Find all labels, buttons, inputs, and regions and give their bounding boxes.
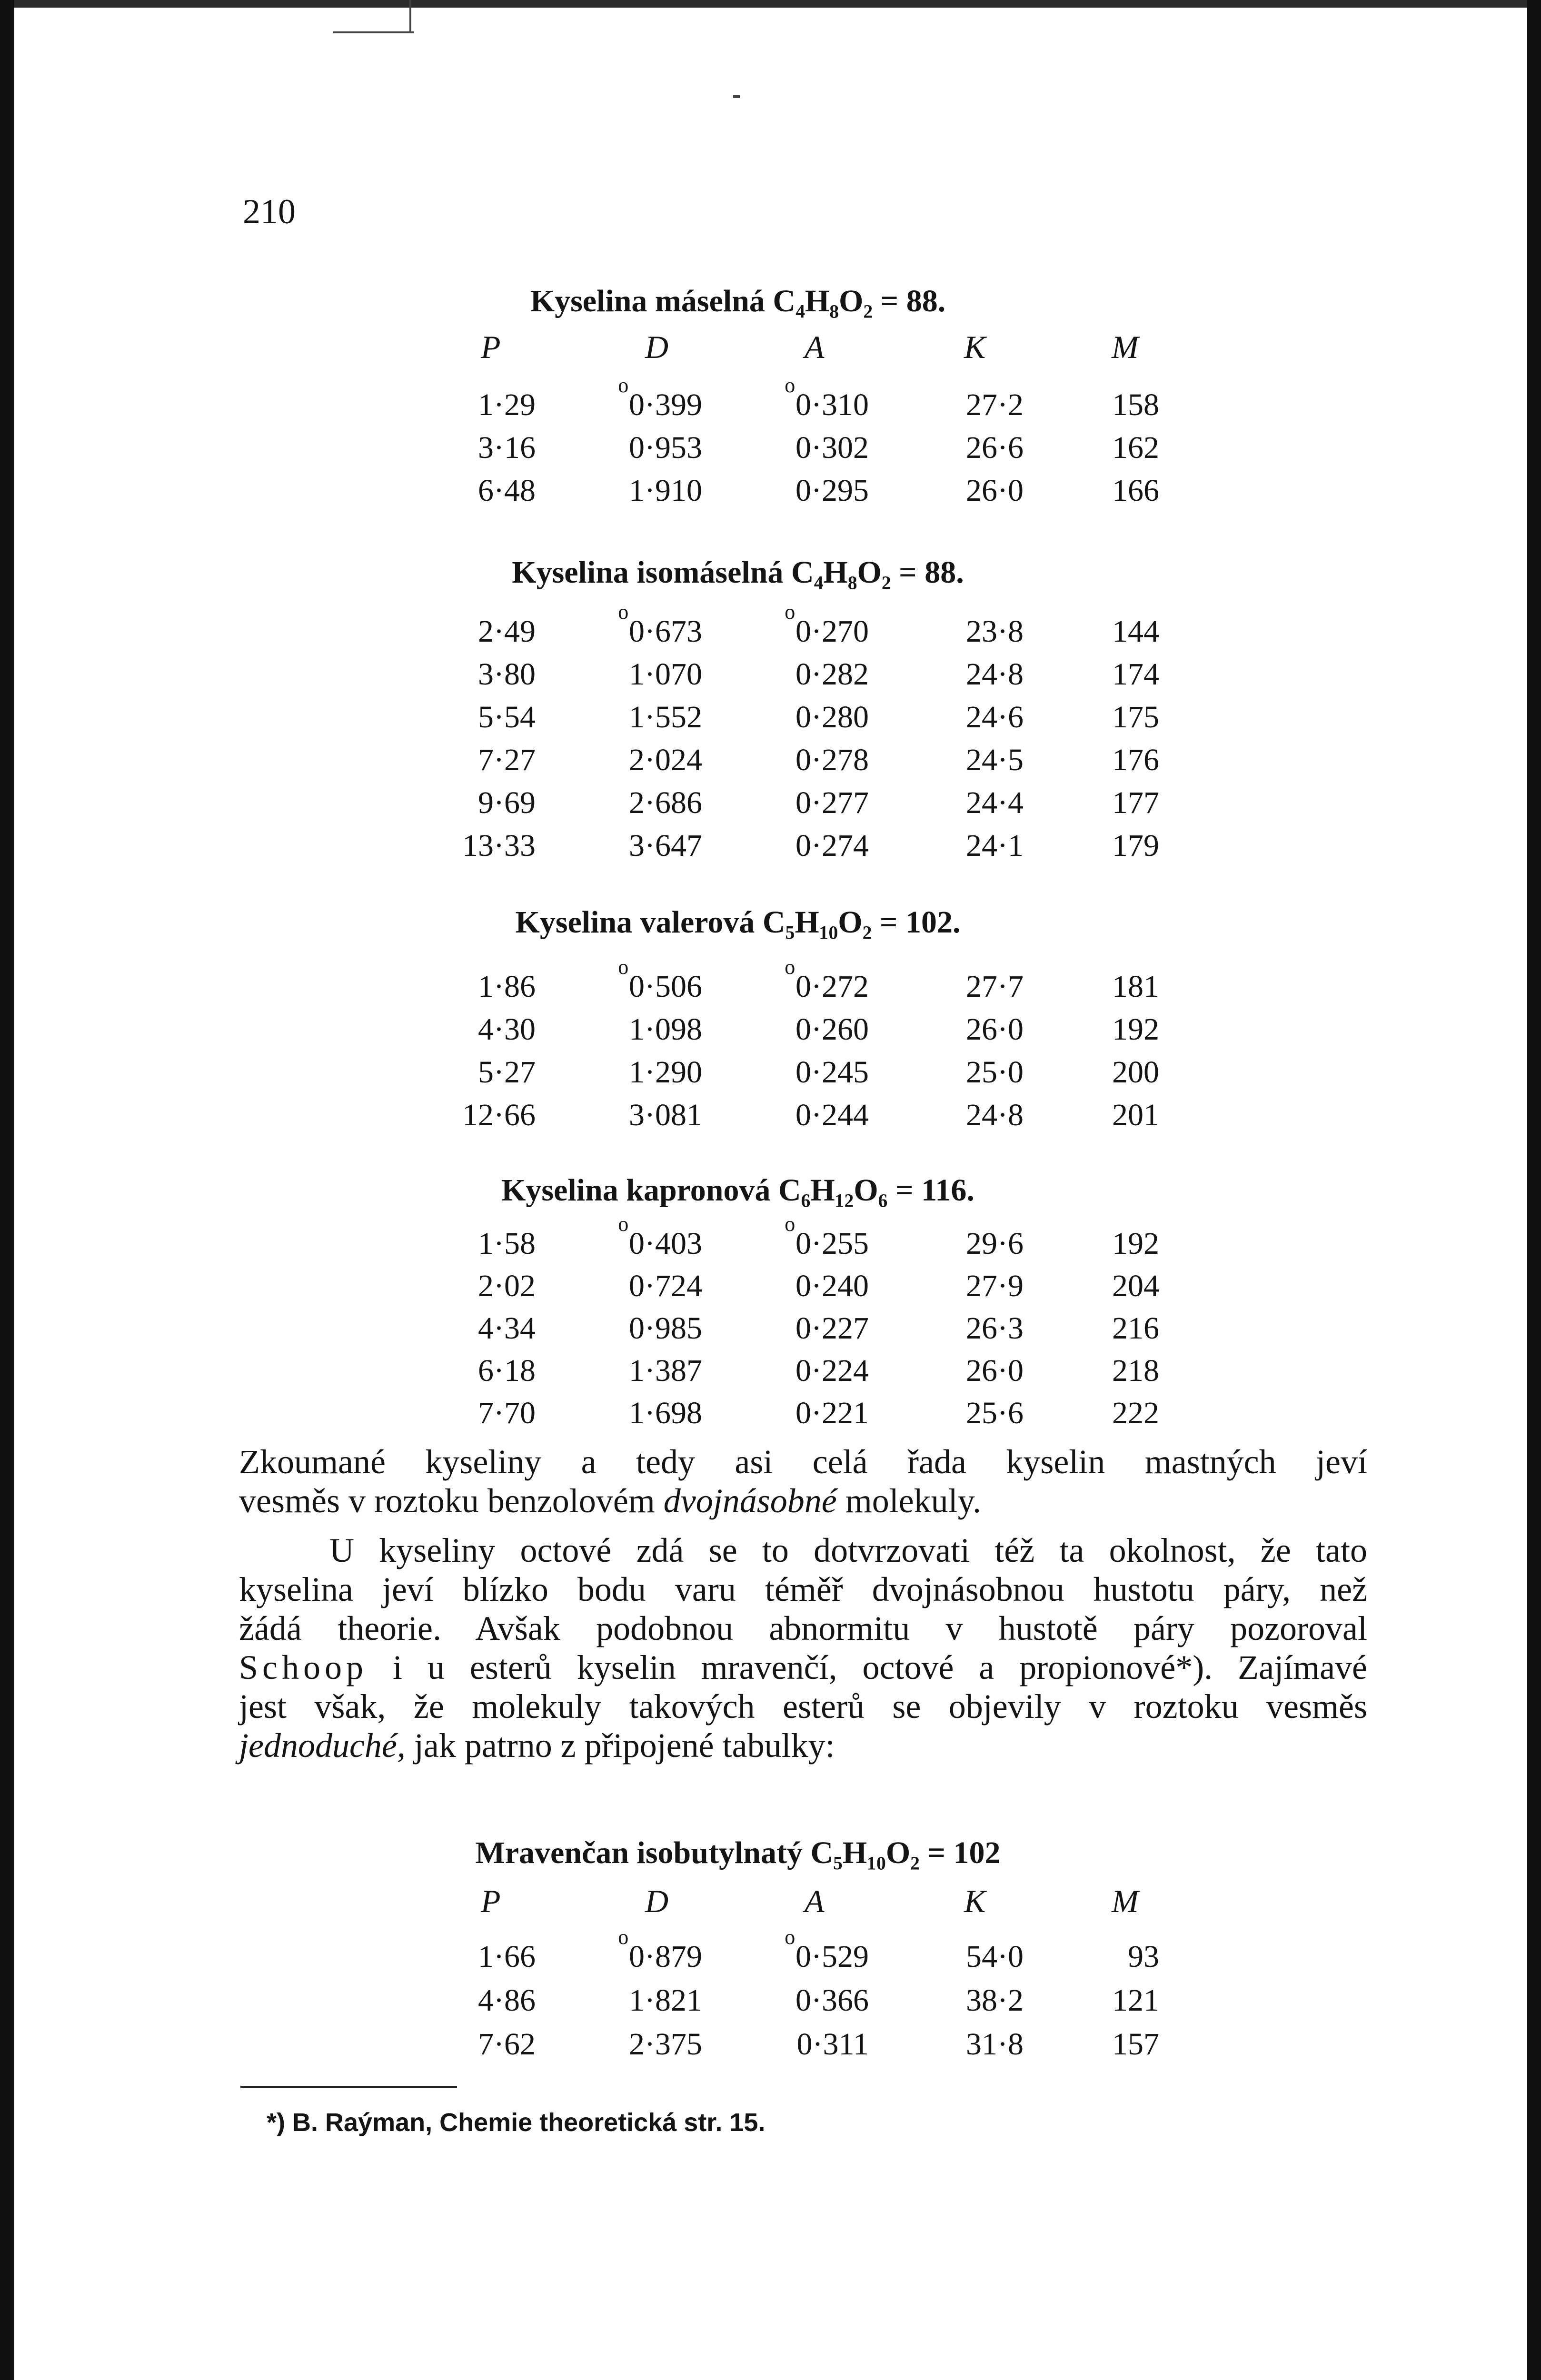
- table-cell: [412, 1985, 536, 2016]
- degree-ring-mark: o: [618, 1212, 629, 1236]
- cell-value: 177: [1112, 785, 1159, 820]
- table-cell: [578, 1057, 702, 1088]
- table-cell: [1035, 1985, 1159, 2016]
- cell-value: 12·66: [462, 1098, 536, 1132]
- table-cell: [1035, 432, 1159, 464]
- table-cell: [900, 702, 1024, 733]
- cell-value: 144: [1112, 614, 1159, 649]
- table-cell: [578, 1398, 702, 1429]
- table-cell: [745, 830, 869, 862]
- scan-artifact: [333, 31, 414, 33]
- table-cell: [745, 702, 869, 733]
- cell-value: 31·8: [966, 2027, 1024, 2062]
- table-cell: [745, 475, 869, 506]
- cell-value: 192: [1112, 1226, 1159, 1261]
- table-cell: [745, 2029, 869, 2060]
- table-cell: [412, 1398, 536, 1429]
- table-cell: [412, 1313, 536, 1344]
- table-cell: [745, 659, 869, 690]
- table-cell: [578, 659, 702, 690]
- table-cell: [745, 600, 869, 649]
- degree-ring-mark: o: [618, 374, 629, 397]
- degree-ring-mark: o: [618, 1925, 629, 1949]
- paragraph-line: Zkoumané kyseliny a tedy asi celá řada kyselin mastných jeví: [239, 1443, 1367, 1481]
- cell-value: 0·310: [795, 387, 869, 422]
- paragraph-line: [239, 1648, 1367, 1687]
- cell-value: 4·30: [478, 1012, 536, 1047]
- table-cell: [900, 659, 1024, 690]
- table-cell: [1035, 1355, 1159, 1387]
- table-cell: [745, 1398, 869, 1429]
- cell-value: 29·6: [966, 1226, 1024, 1261]
- text-run: molekuly.: [845, 1482, 982, 1520]
- scan-artifact: [733, 95, 740, 98]
- table-cell: [578, 1270, 702, 1302]
- cell-value: 121: [1112, 1983, 1159, 2018]
- table-cell: [745, 1985, 869, 2016]
- table-cell: [578, 2029, 702, 2060]
- cell-value: 7·70: [478, 1396, 536, 1430]
- author-name: Schoop: [239, 1648, 368, 1686]
- table-cell: [412, 659, 536, 690]
- cell-value: 1·66: [478, 1939, 536, 1974]
- paragraph-2: [239, 1531, 1367, 1765]
- table-cell: [412, 1941, 536, 1973]
- table-cell: [578, 1925, 702, 1974]
- cell-value: 0·879: [629, 1939, 702, 1974]
- cell-value: 2·49: [478, 614, 536, 649]
- cell-value: 24·1: [966, 828, 1024, 863]
- table-cell: [412, 1228, 536, 1259]
- cell-value: 1·387: [629, 1353, 702, 1388]
- cell-value: 2·686: [629, 785, 702, 820]
- table-cell: [900, 1985, 1024, 2016]
- scan-border-top: [0, 0, 1541, 8]
- table-cell: [900, 1228, 1024, 1259]
- table-cell: [578, 744, 702, 776]
- table-cell: [1035, 1057, 1159, 1088]
- text-run: vesměs v roztoku benzolovém: [239, 1482, 655, 1520]
- table-cell: [578, 1985, 702, 2016]
- column-header: M: [1112, 1883, 1139, 1919]
- table-cell: [1035, 1014, 1159, 1045]
- column-header: M: [1112, 329, 1139, 365]
- table-cell: [900, 1313, 1024, 1344]
- table-cell: [745, 1355, 869, 1387]
- table-cell: [412, 1100, 536, 1131]
- cell-value: 204: [1112, 1269, 1159, 1303]
- table-cell: [1035, 971, 1159, 1002]
- table-cell: [412, 475, 536, 506]
- table-cell: [745, 1100, 869, 1131]
- paragraph-line: U kyseliny octové zdá se to dotvrzovati též ta okolnost, že tato: [329, 1531, 1367, 1569]
- table-cell: [745, 1212, 869, 1261]
- scan-artifact: [409, 0, 411, 33]
- scan-border-right: [1527, 0, 1541, 2380]
- table-cell: [578, 702, 702, 733]
- table-cell: [1035, 830, 1159, 862]
- cell-value: 192: [1112, 1012, 1159, 1047]
- cell-value: 201: [1112, 1098, 1159, 1132]
- table-cell: [578, 600, 702, 649]
- table-cell: [900, 787, 1024, 819]
- table-cell: [578, 830, 702, 862]
- table-cell: [745, 1270, 869, 1302]
- paragraph-line: jest však, že molekuly takových esterů se objevily v roztoku vesměs: [239, 1687, 1367, 1726]
- cell-value: 0·506: [629, 969, 702, 1004]
- cell-value: 200: [1112, 1055, 1159, 1090]
- cell-value: 0·260: [795, 1012, 869, 1047]
- table-cell: [900, 1100, 1024, 1131]
- degree-ring-mark: o: [785, 1212, 795, 1236]
- table-cell: [412, 830, 536, 862]
- table-cell: [1035, 1228, 1159, 1259]
- cell-value: 1·821: [629, 1983, 702, 2018]
- table-cell: [412, 389, 536, 421]
- cell-value: 1·29: [478, 387, 536, 422]
- cell-value: 179: [1112, 828, 1159, 863]
- cell-value: 27·2: [966, 387, 1024, 422]
- table-cell: [900, 389, 1024, 421]
- table-cell: [900, 1014, 1024, 1045]
- cell-value: 158: [1112, 387, 1159, 422]
- table-cell: [900, 1398, 1024, 1429]
- table-cell: [412, 1014, 536, 1045]
- table-cell: [900, 1941, 1024, 1973]
- cell-value: 7·62: [478, 2027, 536, 2062]
- table-cell: [1035, 1313, 1159, 1344]
- table-cell: [900, 830, 1024, 862]
- cell-value: 27·9: [966, 1269, 1024, 1303]
- cell-value: 23·8: [966, 614, 1024, 649]
- cell-value: 1·070: [629, 657, 702, 692]
- table-cell: [412, 616, 536, 647]
- cell-value: 3·16: [478, 430, 536, 465]
- cell-value: 0·227: [795, 1311, 869, 1346]
- cell-value: 25·0: [966, 1055, 1024, 1090]
- cell-value: 0·953: [629, 430, 702, 465]
- paragraph-line: [239, 1726, 1367, 1765]
- cell-value: 0·278: [795, 743, 869, 777]
- cell-value: 1·698: [629, 1396, 702, 1430]
- table-cell: [412, 971, 536, 1002]
- degree-ring-mark: o: [618, 955, 629, 979]
- cell-value: 0·399: [629, 387, 702, 422]
- cell-value: 0·280: [795, 700, 869, 734]
- cell-value: 1·86: [478, 969, 536, 1004]
- table-cell: [1035, 702, 1159, 733]
- cell-value: 222: [1112, 1396, 1159, 1430]
- table-cell: [745, 1014, 869, 1045]
- cell-value: 0·295: [795, 473, 869, 508]
- column-header: P: [481, 1883, 501, 1919]
- footnote: *) B. Raýman, Chemie theoretická str. 15.: [267, 2108, 766, 2137]
- cell-value: 0·311: [796, 2027, 869, 2062]
- table-cell: [1035, 1100, 1159, 1131]
- cell-value: 0·724: [629, 1269, 702, 1303]
- cell-value: 0·240: [795, 1269, 869, 1303]
- table-cell: [900, 432, 1024, 464]
- cell-value: 2·375: [629, 2027, 702, 2062]
- emphasis: dvojnásobné: [663, 1482, 837, 1520]
- table-cell: [745, 787, 869, 819]
- cell-value: 24·5: [966, 743, 1024, 777]
- table-cell: [745, 432, 869, 464]
- table-cell: [1035, 1270, 1159, 1302]
- cell-value: 4·34: [478, 1311, 536, 1346]
- cell-value: 0·529: [795, 1939, 869, 1974]
- paragraph-line: žádá theorie. Avšak podobnou abnormitu v hustotě páry pozoroval: [239, 1609, 1367, 1647]
- table-cell: [412, 1057, 536, 1088]
- cell-value: 3·80: [478, 657, 536, 692]
- degree-ring-mark: o: [785, 1925, 795, 1949]
- cell-value: 54·0: [966, 1939, 1024, 1974]
- column-header: D: [645, 329, 669, 365]
- cell-value: 7·27: [478, 743, 536, 777]
- page-number: 210: [243, 192, 296, 231]
- table-cell: [1035, 787, 1159, 819]
- cell-value: 26·0: [966, 473, 1024, 508]
- cell-value: 1·58: [478, 1226, 536, 1261]
- table-cell: [1035, 1941, 1159, 1973]
- table-cell: [578, 1313, 702, 1344]
- emphasis: jednoduché,: [239, 1726, 406, 1765]
- table-cell: [578, 432, 702, 464]
- table-cell: [745, 955, 869, 1004]
- table-title: Kyselina isomáselná C₄H₈O₂ = 88.: [512, 555, 964, 590]
- table-cell: [745, 1925, 869, 1974]
- cell-value: 0·270: [795, 614, 869, 649]
- table-cell: [745, 1057, 869, 1088]
- column-header: A: [805, 1883, 825, 1919]
- cell-value: 24·8: [966, 1098, 1024, 1132]
- table-cell: [745, 374, 869, 422]
- table-cell: [412, 1270, 536, 1302]
- cell-value: 26·0: [966, 1353, 1024, 1388]
- table-cell: [900, 2029, 1024, 2060]
- cell-value: 157: [1112, 2027, 1159, 2062]
- cell-value: 3·647: [629, 828, 702, 863]
- cell-value: 176: [1112, 743, 1159, 777]
- cell-value: 3·081: [629, 1098, 702, 1132]
- table-cell: [412, 744, 536, 776]
- cell-value: 175: [1112, 700, 1159, 734]
- table-cell: [412, 702, 536, 733]
- cell-value: 0·302: [795, 430, 869, 465]
- cell-value: 2·024: [629, 743, 702, 777]
- cell-value: 5·54: [478, 700, 536, 734]
- table-cell: [412, 2029, 536, 2060]
- cell-value: 5·27: [478, 1055, 536, 1090]
- table-cell: [745, 1313, 869, 1344]
- text-run: jak patrno z připojené tabulky:: [414, 1726, 835, 1765]
- cell-value: 25·6: [966, 1396, 1024, 1430]
- cell-value: 0·221: [795, 1396, 869, 1430]
- table-cell: [900, 1270, 1024, 1302]
- cell-value: 26·6: [966, 430, 1024, 465]
- table-cell: [1035, 616, 1159, 647]
- table-title: Kyselina valerová C₅H₁₀O₂ = 102.: [515, 905, 961, 940]
- table-cell: [578, 1212, 702, 1261]
- cell-value: 0·245: [795, 1055, 869, 1090]
- footnote-rule: [240, 2086, 457, 2088]
- cell-value: 0·403: [629, 1226, 702, 1261]
- cell-value: 24·4: [966, 785, 1024, 820]
- table-cell: [1035, 744, 1159, 776]
- cell-value: 6·48: [478, 473, 536, 508]
- column-header: P: [481, 329, 501, 365]
- table-cell: [900, 1057, 1024, 1088]
- table-cell: [1035, 389, 1159, 421]
- cell-value: 218: [1112, 1353, 1159, 1388]
- paragraph-line: [239, 1481, 1367, 1520]
- cell-value: 26·0: [966, 1012, 1024, 1047]
- table-cell: [578, 1100, 702, 1131]
- table-cell: [900, 616, 1024, 647]
- cell-value: 24·6: [966, 700, 1024, 734]
- column-header: A: [805, 329, 825, 365]
- table-cell: [900, 1355, 1024, 1387]
- cell-value: 93: [1128, 1939, 1159, 1974]
- table-cell: [412, 432, 536, 464]
- cell-value: 13·33: [462, 828, 536, 863]
- degree-ring-mark: o: [785, 374, 795, 397]
- table-title: Kyselina kapronová C₆H₁₂O₆ = 116.: [501, 1173, 974, 1208]
- table-cell: [412, 1355, 536, 1387]
- table-cell: [412, 787, 536, 819]
- cell-value: 166: [1112, 473, 1159, 508]
- paragraph-1: [239, 1442, 1367, 1520]
- cell-value: 38·2: [966, 1983, 1024, 2018]
- cell-value: 0·277: [795, 785, 869, 820]
- scan-border-left: [0, 0, 14, 2380]
- cell-value: 0·366: [795, 1983, 869, 2018]
- table-cell: [900, 971, 1024, 1002]
- cell-value: 181: [1112, 969, 1159, 1004]
- cell-value: 4·86: [478, 1983, 536, 2018]
- paragraph-line: kyselina jeví blízko bodu varu téměř dvojnásobnou hustotu páry, než: [239, 1570, 1367, 1608]
- cell-value: 0·673: [629, 614, 702, 649]
- text-run: i u esterů kyselin mravenčí, octové a propionové*). Zajímavé: [392, 1648, 1367, 1686]
- cell-value: 1·910: [629, 473, 702, 508]
- table-cell: [1035, 659, 1159, 690]
- table-cell: [745, 744, 869, 776]
- cell-value: 0·985: [629, 1311, 702, 1346]
- cell-value: 0·244: [795, 1098, 869, 1132]
- table-cell: [578, 1355, 702, 1387]
- table-cell: [900, 475, 1024, 506]
- cell-value: 27·7: [966, 969, 1024, 1004]
- cell-value: 1·290: [629, 1055, 702, 1090]
- table-cell: [900, 744, 1024, 776]
- cell-value: 9·69: [478, 785, 536, 820]
- cell-value: 162: [1112, 430, 1159, 465]
- cell-value: 0·255: [795, 1226, 869, 1261]
- cell-value: 1·098: [629, 1012, 702, 1047]
- degree-ring-mark: o: [618, 600, 629, 624]
- column-header: D: [645, 1883, 669, 1919]
- table-cell: [1035, 1398, 1159, 1429]
- degree-ring-mark: o: [785, 600, 795, 624]
- column-header: K: [964, 1883, 986, 1919]
- cell-value: 24·8: [966, 657, 1024, 692]
- table-cell: [578, 787, 702, 819]
- table-cell: [578, 955, 702, 1004]
- cell-value: 174: [1112, 657, 1159, 692]
- table-cell: [1035, 475, 1159, 506]
- table-cell: [578, 1014, 702, 1045]
- cell-value: 0·224: [795, 1353, 869, 1388]
- cell-value: 0·282: [795, 657, 869, 692]
- cell-value: 26·3: [966, 1311, 1024, 1346]
- cell-value: 216: [1112, 1311, 1159, 1346]
- table-title: Kyselina máselná C₄H₈O₂ = 88.: [530, 284, 946, 318]
- table-cell: [578, 374, 702, 422]
- cell-value: 1·552: [629, 700, 702, 734]
- cell-value: 0·274: [795, 828, 869, 863]
- cell-value: 6·18: [478, 1353, 536, 1388]
- table-cell: [1035, 2029, 1159, 2060]
- table-cell: [578, 475, 702, 506]
- degree-ring-mark: o: [785, 955, 795, 979]
- cell-value: 2·02: [478, 1269, 536, 1303]
- cell-value: 0·272: [795, 969, 869, 1004]
- table-title: Mravenčan isobutylnatý C₅H₁₀O₂ = 102: [475, 1835, 1001, 1870]
- column-header: K: [964, 329, 986, 365]
